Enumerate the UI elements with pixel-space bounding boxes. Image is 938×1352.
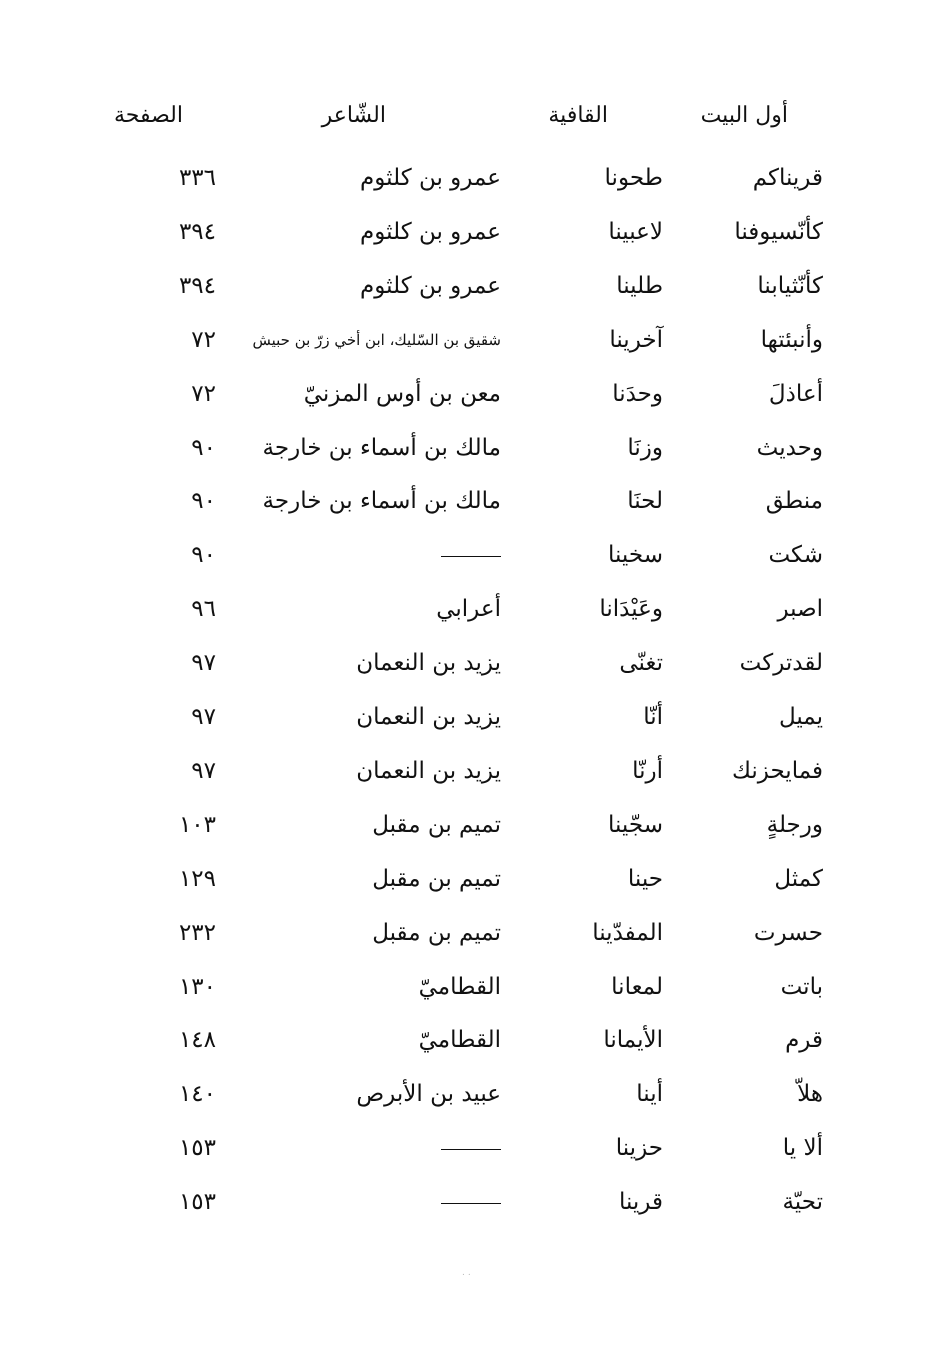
table-row [0, 266, 938, 306]
first-verse-word: هلاّ [797, 1081, 823, 1108]
poet-name: مالك بن أسماء بن خارجة [262, 488, 501, 515]
table-row [0, 1182, 938, 1222]
poet-name: تميم بن مقبل [372, 865, 501, 892]
page-number: ٣٩٤ [178, 218, 216, 245]
first-verse-word: منطق [765, 488, 823, 515]
page-number: ٩٧ [191, 757, 216, 784]
first-verse-word: ورجلةٍ [766, 811, 823, 838]
rhyme-word: آخرينا [609, 326, 663, 353]
table-row [0, 697, 938, 737]
page-number: ١٤٠ [178, 1081, 216, 1108]
poet-name: القطاميّ [418, 973, 501, 1000]
dash-line [441, 1149, 501, 1150]
page-number: ٩٠ [191, 488, 216, 515]
rhyme-word: حينا [627, 865, 663, 892]
header-first-verse: أول البيت [700, 103, 788, 128]
poet-name: عبيد بن الأبرص [356, 1081, 501, 1108]
page-number: ١٥٣ [178, 1189, 216, 1216]
poet-name: يزيد بن النعمان [356, 757, 501, 784]
first-verse-word: قرم [785, 1027, 823, 1054]
rhyme-word: لمعانا [611, 973, 663, 1000]
rhyme-word: الأيمانا [603, 1027, 663, 1054]
rhyme-word: حزينا [615, 1135, 663, 1162]
poet-name: شقيق بن السّليك، ابن أخي زرّ بن حبيش [252, 330, 501, 349]
table-row [0, 913, 938, 953]
rhyme-word: سخينا [607, 542, 663, 569]
page-number: ٩٠ [191, 542, 216, 569]
poet-name: يزيد بن النعمان [356, 650, 501, 677]
dash-line [441, 556, 501, 557]
poet-name: عمرو بن كلثوم [360, 218, 501, 245]
unknown-poet-dash [441, 1128, 501, 1168]
page-number: ١٤٨ [178, 1027, 216, 1054]
first-verse-word: يميل [778, 704, 823, 730]
table-row [0, 643, 938, 683]
rhyme-word: طلينا [616, 272, 663, 299]
table-row [0, 805, 938, 845]
poet-name: يزيد بن النعمان [356, 704, 501, 730]
rhyme-word: أرنّا [632, 757, 663, 784]
first-verse-word: كأنّسيوفنا [734, 218, 823, 245]
page-number: ٩٠ [191, 434, 216, 461]
header-rhyme: القافية [548, 103, 608, 128]
page-number: ٩٦ [191, 596, 216, 623]
page-number: ٣٩٤ [178, 272, 216, 299]
rhyme-word: لاعبينا [608, 218, 663, 245]
table-row [0, 535, 938, 575]
rhyme-word: أينا [636, 1081, 663, 1108]
header-poet: الشّاعر [321, 103, 386, 128]
footer-mark: .. [462, 1268, 474, 1278]
table-header [0, 96, 938, 136]
table-row [0, 859, 938, 899]
first-verse-word: تحيّة [782, 1189, 823, 1216]
poet-name: معن بن أوس المزنيّ [303, 380, 501, 407]
rhyme-word: وزنَا [627, 434, 663, 461]
rhyme-word: طحونا [604, 165, 663, 191]
rhyme-word: تغنّى [619, 650, 663, 677]
table-row [0, 751, 938, 791]
first-verse-word: وحديث [756, 434, 823, 461]
rhyme-word: وحدَنا [612, 380, 663, 407]
poet-name: القطاميّ [418, 1027, 501, 1054]
page-number: ١٥٣ [178, 1135, 216, 1162]
table-row [0, 967, 938, 1007]
page-number: ٩٧ [191, 650, 216, 677]
table-row [0, 1128, 938, 1168]
page-number: ٩٧ [191, 704, 216, 730]
page-number: ٧٢ [191, 380, 216, 407]
table-row [0, 158, 938, 198]
table-row [0, 374, 938, 414]
poet-name: عمرو بن كلثوم [360, 165, 501, 191]
unknown-poet-dash [441, 535, 501, 575]
rhyme-word: لحنَا [627, 488, 663, 515]
rhyme-word: المفدّينا [592, 919, 663, 946]
first-verse-word: كمثل [774, 865, 823, 892]
table-row [0, 589, 938, 629]
dash-line [441, 1203, 501, 1204]
page-number: ١٣٠ [178, 973, 216, 1000]
first-verse-word: أعاذلَ [768, 380, 823, 407]
poet-name: مالك بن أسماء بن خارجة [262, 434, 501, 461]
first-verse-word: حسرت [753, 919, 823, 946]
rhyme-word: سجّينا [607, 811, 663, 838]
table-row [0, 212, 938, 252]
page-number: ٢٣٢ [178, 919, 216, 946]
poet-name: عمرو بن كلثوم [360, 272, 501, 299]
page-number: ١٢٩ [178, 865, 216, 892]
first-verse-word: قريناكم [752, 165, 823, 191]
first-verse-word: وأنبئتها [760, 326, 823, 353]
first-verse-word: فمايحزنك [731, 757, 823, 784]
table-row [0, 1074, 938, 1114]
page-number: ٣٣٦ [178, 165, 216, 191]
page-number: ٧٢ [191, 326, 216, 353]
header-page: الصفحة [113, 103, 183, 128]
table-row [0, 320, 938, 360]
page-number: ١٠٣ [178, 811, 216, 838]
rhyme-word: قرينا [618, 1189, 663, 1216]
first-verse-word: ألا يا [782, 1135, 823, 1162]
poet-name: تميم بن مقبل [372, 811, 501, 838]
table-row [0, 1020, 938, 1060]
poet-name: أعرابي [436, 596, 501, 623]
first-verse-word: باتت [780, 973, 823, 1000]
table-row [0, 481, 938, 521]
first-verse-word: اصبر [777, 596, 823, 623]
first-verse-word: لقدتركت [739, 650, 823, 677]
first-verse-word: كأنّثيابنا [757, 272, 823, 299]
rhyme-word: أنّا [643, 704, 663, 730]
first-verse-word: شكت [768, 542, 823, 569]
unknown-poet-dash [441, 1182, 501, 1222]
rhyme-word: وعَيْدَانا [599, 596, 663, 623]
table-row [0, 428, 938, 468]
poet-name: تميم بن مقبل [372, 919, 501, 946]
